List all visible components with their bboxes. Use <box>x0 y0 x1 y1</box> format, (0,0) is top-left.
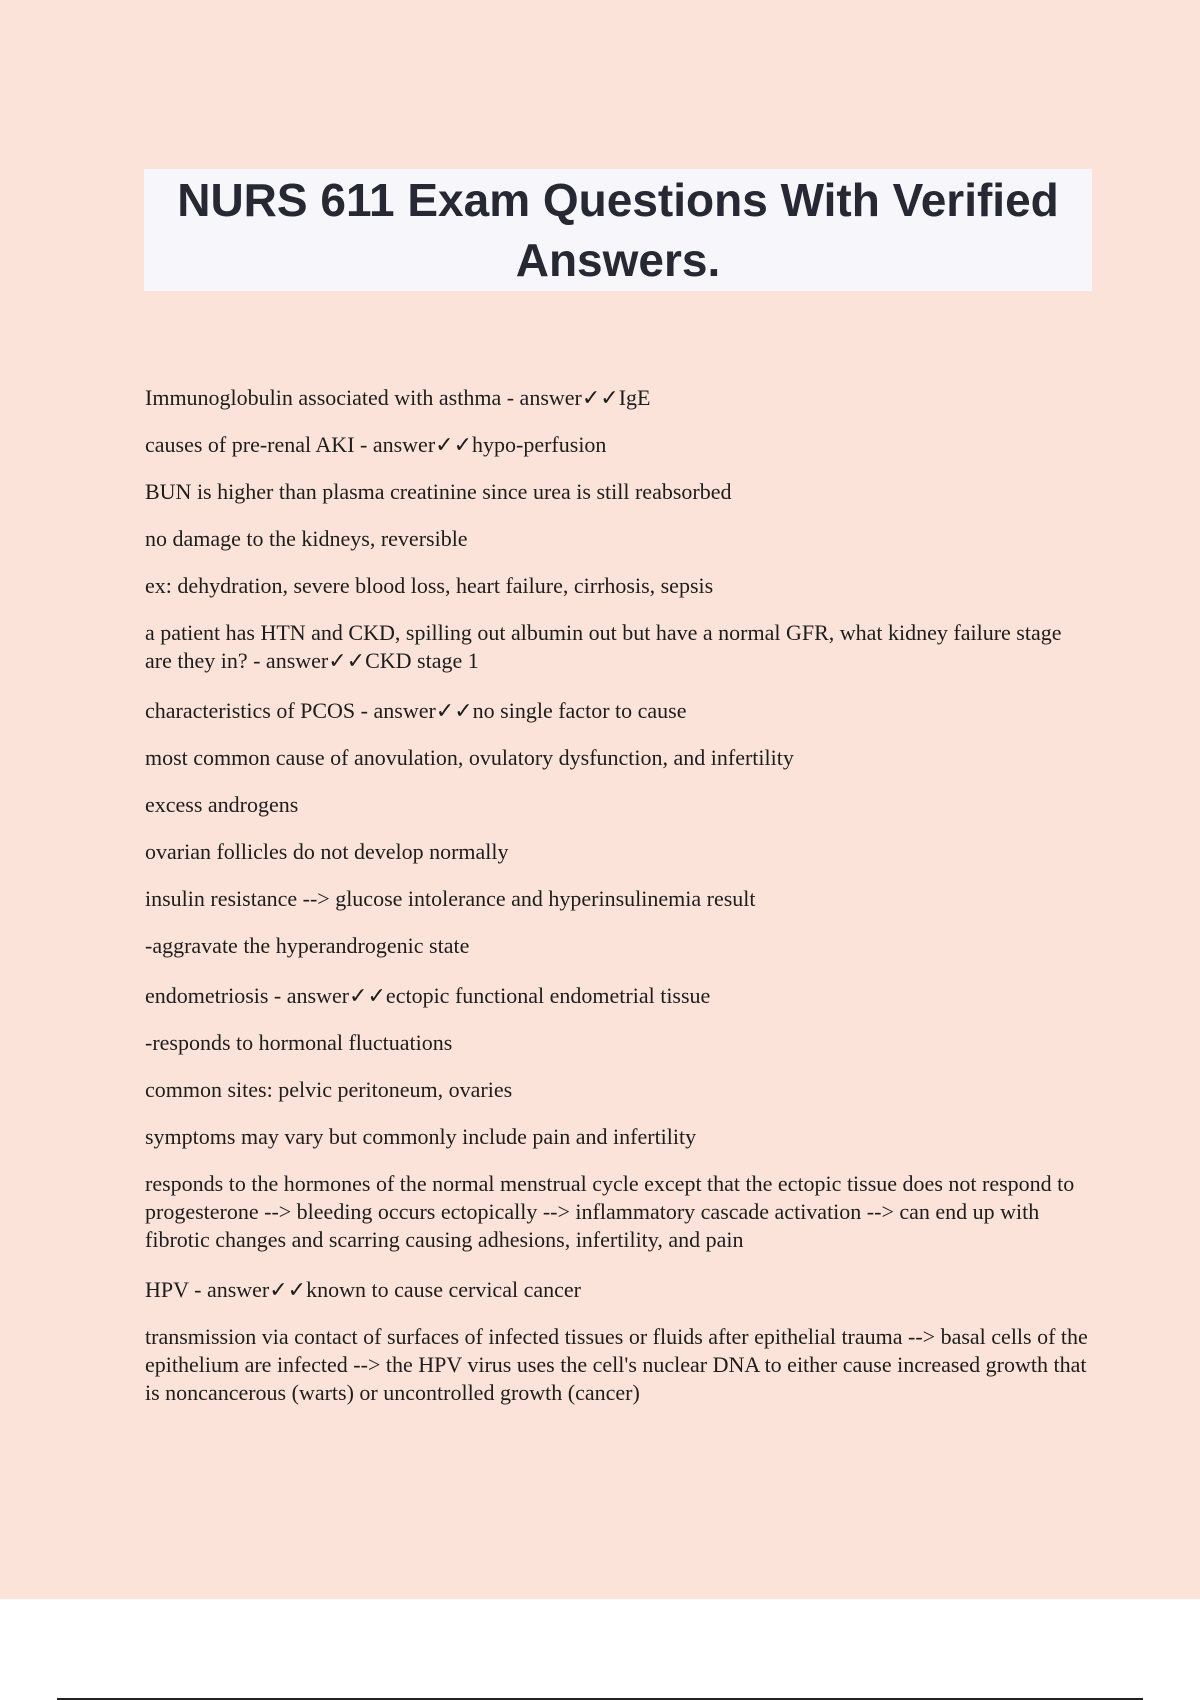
text-line: a patient has HTN and CKD, spilling out albumin out but have a normal GFR, what kidney failure stage are they in? - answer✓✓CKD stage 1 <box>145 620 1062 673</box>
document-title: NURS 611 Exam Questions With Verified Answers. <box>177 174 1059 286</box>
text-line: ovarian follicles do not develop normally <box>145 839 509 864</box>
document-body <box>145 384 1090 1407</box>
text-line: excess androgens <box>145 792 299 817</box>
text-line: BUN is higher than plasma creatinine since urea is still reabsorbed <box>145 479 732 504</box>
text-line: endometriosis - answer✓✓ectopic functional endometrial tissue <box>145 983 711 1008</box>
text-line: causes of pre-renal AKI - answer✓✓hypo-perfusion <box>145 432 607 457</box>
text-line: -aggravate the hyperandrogenic state <box>145 933 470 958</box>
text-line: symptoms may vary but commonly include pain and infertility <box>145 1124 697 1149</box>
text-line: no damage to the kidneys, reversible <box>145 526 468 551</box>
text-line: insulin resistance --> glucose intolerance and hyperinsulinemia result <box>145 886 756 911</box>
text-line: characteristics of PCOS - answer✓✓no single factor to cause <box>145 698 687 723</box>
text-line: HPV - answer✓✓known to cause cervical cancer <box>145 1277 581 1302</box>
text-line: most common cause of anovulation, ovulatory dysfunction, and infertility <box>145 745 794 770</box>
text-line: -responds to hormonal fluctuations <box>145 1030 453 1055</box>
text-line: transmission via contact of surfaces of infected tissues or fluids after epithelial trauma --> basal cells of the epithelium are infected --> the HPV virus uses the cell's nuclear DNA to either cause increased growth that is noncancerous (warts) or uncontrolled growth (cancer) <box>145 1324 1088 1405</box>
text-line: ex: dehydration, severe blood loss, heart failure, cirrhosis, sepsis <box>145 573 714 598</box>
title-box <box>144 169 1092 291</box>
text-line: responds to the hormones of the normal menstrual cycle except that the ectopic tissue does not respond to progesterone --> bleeding occurs ectopically --> inflammatory cascade activation --> can end up with fibrotic changes and scarring causing adhesions, infertility, and pain <box>145 1171 1075 1252</box>
text-line: Immunoglobulin associated with asthma - answer✓✓IgE <box>145 385 651 410</box>
text-line: common sites: pelvic peritoneum, ovaries <box>145 1077 513 1102</box>
